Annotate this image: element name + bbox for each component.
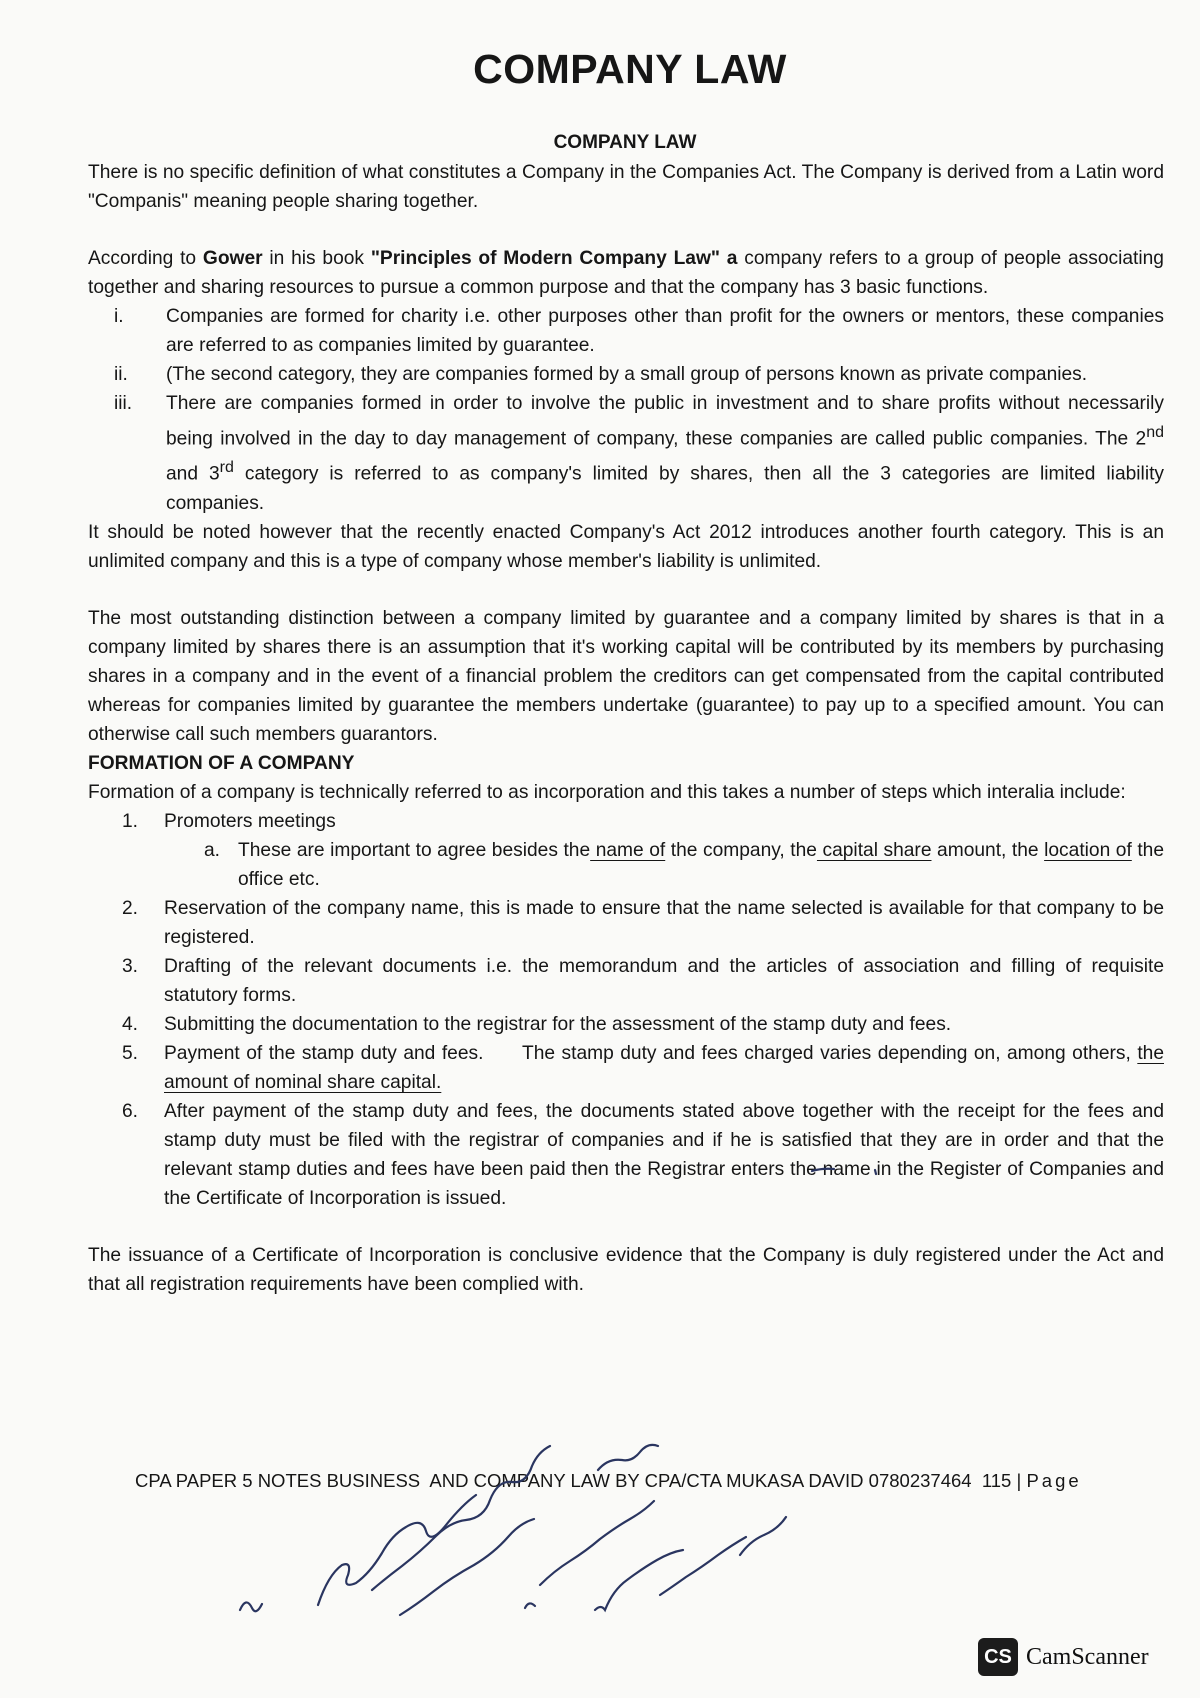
list-marker: 6. — [122, 1100, 139, 1122]
underlined-text: the amount of nominal share capital. — [164, 1042, 1164, 1093]
camscanner-logo — [978, 1638, 1149, 1676]
list-marker: i. — [114, 306, 124, 327]
list-item — [88, 360, 1164, 389]
list-item-text: category is referred to as company's limited by shares, then all the 3 categories are limited liability companies. — [166, 463, 1165, 514]
list-item — [88, 389, 1164, 518]
gower-text-pre: According to — [88, 248, 203, 269]
footer-page-word: Page — [1026, 1470, 1082, 1491]
page-footer — [135, 1470, 1165, 1492]
list-marker: 4. — [122, 1013, 139, 1035]
conclusion-paragraph: The issuance of a Certificate of Incorporation is conclusive evidence that the Company is duly registered under the Act and that all registration requirements have been complied with. — [88, 1244, 1164, 1295]
camscanner-badge-icon: CS — [978, 1638, 1018, 1676]
underlined-text: name of — [590, 839, 666, 861]
list-item — [88, 952, 1164, 1010]
gower-text-post: company refers to a group of people associating together and sharing resources to pursue a common purpose and that the company has 3 basic functions. — [88, 248, 1164, 298]
note-paragraph: It should be noted however that the recently enacted Company's Act 2012 introduces another fourth category. This is an unlimited company and this is a type of company whose member's liability is unlimited. — [88, 521, 1164, 572]
list-item-text: Submitting the documentation to the registrar for the assessment of the stamp duty and fees. — [164, 1013, 952, 1035]
gower-text-mid: in his book — [262, 248, 371, 269]
list-item — [88, 894, 1164, 952]
list-item — [88, 807, 1164, 836]
list-item — [88, 302, 1164, 360]
functions-list — [88, 302, 1164, 518]
camscanner-name: CamScanner — [1026, 1643, 1149, 1670]
underlined-text: location of — [1044, 839, 1132, 861]
intro-paragraph: There is no specific definition of what constitutes a Company in the Companies Act. The Company is derived from a Latin word "Companis" meaning people sharing together. — [88, 162, 1164, 212]
list-marker: 1. — [122, 810, 139, 832]
list-marker: iii. — [114, 393, 133, 414]
list-item-text: Drafting of the relevant documents i.e. the memorandum and the articles of association and filling of requisite statutory forms. — [164, 955, 1164, 1006]
list-item-text: the office etc. — [238, 839, 1165, 890]
list-item — [88, 1010, 1164, 1039]
list-item-text: and 3 — [166, 463, 220, 485]
list-item-text: (The second category, they are companies formed by a small group of persons known as private companies. — [166, 364, 1088, 385]
formation-steps-list-cont — [88, 894, 1164, 1213]
list-item — [88, 836, 1164, 894]
list-marker: 5. — [122, 1042, 139, 1064]
document-body — [88, 158, 1164, 1299]
list-item-text: After payment of the stamp duty and fees, the documents stated above together with the receipt for the fees and stamp duty must be filed with the registrar of companies and if he is satisfied that they are in order and that the relevant stamp duties and fees have been paid then the Registrar enters the name in the Register of Companies and the Certificate of Incorporation is issued. — [164, 1100, 1164, 1209]
list-marker: 3. — [122, 955, 139, 977]
gower-book-title: "Principles of Modern Company Law" a — [370, 248, 738, 269]
list-item-text: amount, the — [931, 839, 1045, 861]
list-item-text: There are companies formed in order to involve the public in investment and to share profits without necessarily being involved in the day to day management of company, these companies are called public companies. The 2 — [166, 393, 1164, 450]
list-item — [88, 1039, 1164, 1097]
list-item-text: the company, the — [665, 839, 817, 861]
list-marker: a. — [204, 839, 221, 861]
list-item-text: These are important to agree besides the — [238, 839, 591, 861]
formation-intro: Formation of a company is technically referred to as incorporation and this takes a number of steps which interalia include: — [88, 781, 1126, 803]
section-title: COMPANY LAW — [553, 132, 697, 153]
list-item — [88, 1097, 1164, 1213]
footer-text: CPA PAPER 5 NOTES BUSINESS AND COMPANY LAW BY CPA/CTA MUKASA DAVID 0780237464 115 | — [135, 1470, 1027, 1491]
underlined-text: capital share — [816, 839, 932, 861]
formation-heading: FORMATION OF A COMPANY — [88, 752, 355, 774]
list-marker: ii. — [114, 364, 128, 385]
gower-author: Gower — [202, 248, 263, 269]
formation-substeps-list — [88, 836, 1164, 894]
page-title: COMPANY LAW — [473, 46, 787, 92]
list-item-text: Promoters meetings — [164, 810, 336, 832]
distinction-paragraph: The most outstanding distinction between a company limited by guarantee and a company limited by shares is that in a company limited by shares there is an assumption that it's working capital will be contributed by its members by purchasing shares in a company and in the event of a financial problem the creditors can get compensated from the capital contributed whereas for companies limited by guarantee the members undertake (guarantee) to pay up to a specified amount. You can otherwise call such members guarantors. — [88, 607, 1164, 745]
list-item-text: Reservation of the company name, this is made to ensure that the name selected is available for that company to be registered. — [164, 897, 1164, 948]
list-item-text: Payment of the stamp duty and fees. The stamp duty and fees charged varies depending on, among others, — [164, 1042, 1138, 1064]
list-marker: 2. — [122, 897, 139, 919]
list-item-text: Companies are formed for charity i.e. other purposes other than profit for the owners or mentors, these companies are referred to as companies limited by guarantee. — [166, 306, 1164, 356]
gower-paragraph — [88, 244, 1164, 302]
formation-steps-list — [88, 807, 1164, 836]
superscript: rd — [219, 459, 234, 477]
superscript: nd — [1146, 424, 1164, 441]
